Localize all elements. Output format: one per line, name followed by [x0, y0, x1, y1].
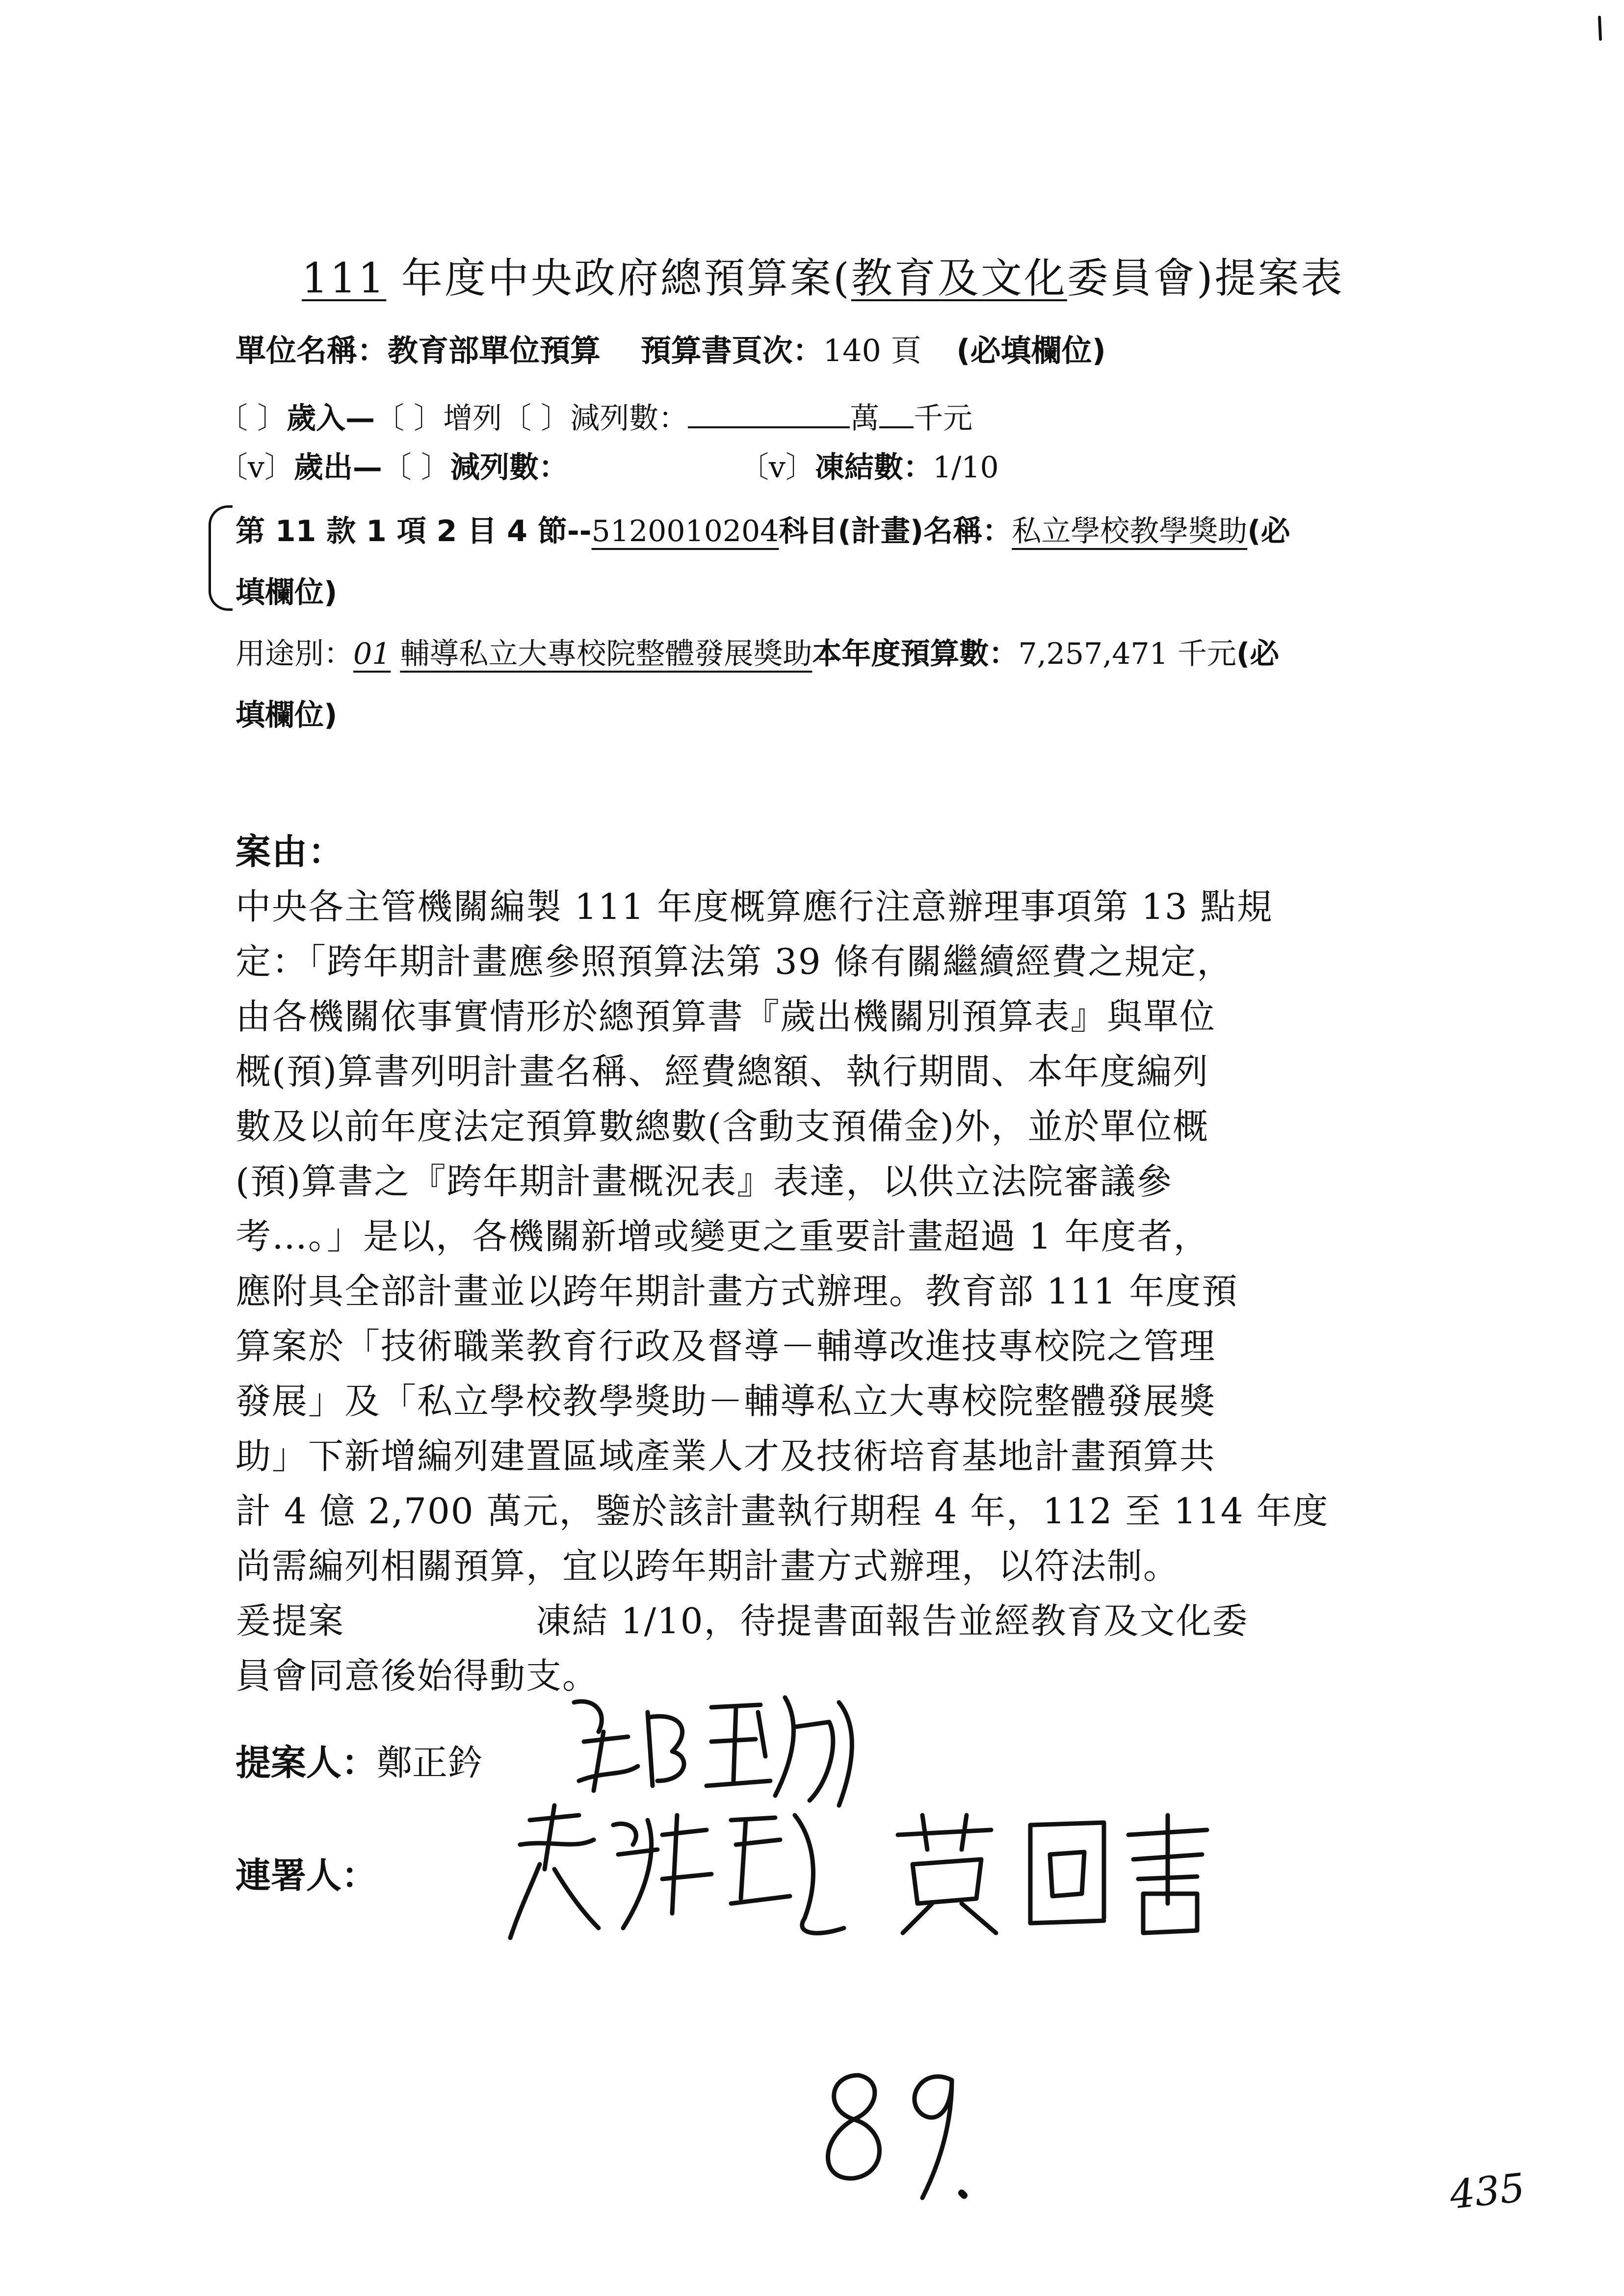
case-line: (預)算書之『跨年期計畫概況表』表達，以供立法院審議參: [236, 1161, 1173, 1202]
purpose-value: 輔導私立大專校院整體發展獎助: [400, 637, 812, 671]
revenue-line: [218, 395, 972, 437]
title-suffix: 委員會)提案表: [1067, 254, 1344, 302]
freeze-check: 〔v〕: [739, 450, 815, 485]
unit-required: (必填欄位): [956, 333, 1106, 368]
motion-text: 凍結 1/10，待提書面報告並經教育及文化委: [536, 1600, 1249, 1642]
revenue-check: 〔 〕: [218, 401, 287, 436]
expense-line: [218, 444, 999, 486]
case-line: 考…。」是以，各機關新增或變更之重要計畫超過 1 年度者，: [236, 1216, 1210, 1257]
page-number-handwritten: [805, 2046, 981, 2222]
revenue-add: 〔 〕增列: [375, 401, 502, 436]
revenue-thousand-unit: 千元: [914, 401, 973, 436]
budget-label: 本年度預算數：: [812, 637, 1019, 671]
item-bracket: [209, 505, 233, 611]
freeze-value: 1/10: [932, 450, 999, 485]
document-title: [302, 245, 1344, 305]
expense-cut: 減列數：: [450, 450, 568, 485]
revenue-wan-blank: [688, 402, 850, 428]
revenue-wan-unit: 萬: [850, 401, 880, 436]
case-line: 由各機關依事實情形於總預算書『歲出機關別預算表』與單位: [236, 996, 1216, 1037]
item-code: 5120010204: [591, 514, 779, 548]
unit-label: 單位名稱：教育部單位預算: [236, 333, 601, 368]
case-line: 中央各主管機關編製 111 年度概算應行注意辦理事項第 13 點規: [236, 886, 1273, 927]
case-heading: 案由：: [236, 831, 345, 872]
case-line: 發展」及「私立學校教學獎助－輔導私立大專校院整體發展獎: [236, 1381, 1216, 1422]
proposer-label: 提案人：: [236, 1742, 377, 1783]
expense-cut-check: 〔 〕: [382, 450, 450, 485]
motion-label: 爰提案: [236, 1600, 345, 1642]
item-name-label: 科目(計畫)名稱：: [779, 514, 1012, 548]
purpose-required-a: (必: [1236, 637, 1280, 671]
case-line: 算案於「技術職業教育行政及督導－輔導改進技專校院之管理: [236, 1326, 1216, 1367]
title-prefix: 年度中央政府總預算案(: [401, 254, 851, 302]
case-line: 數及以前年度法定預算數總數(含動支預備金)外，並於單位概: [236, 1106, 1209, 1147]
cosigner-signature-1: [500, 1791, 854, 1953]
item-name-value: 私立學校教學獎助: [1012, 514, 1248, 548]
page-value: 140 頁: [823, 333, 921, 368]
case-line: 助」下新增編列建置區域產業人才及技術培育基地計畫預算共: [236, 1435, 1216, 1477]
unit-line: [236, 326, 1106, 370]
case-line: 應附具全部計畫並以跨年期計畫方式辦理。教育部 111 年度預: [236, 1271, 1238, 1312]
revenue-thousand-blank: [879, 402, 914, 428]
budget-value: 7,257,471 千元: [1018, 637, 1236, 671]
case-section: [236, 824, 1452, 1703]
purpose-label: 用途別：: [236, 637, 353, 671]
expense-label: 歲出—: [293, 450, 382, 485]
purpose-required-b: 填欄位): [236, 698, 338, 732]
title-committee: 教育及文化: [851, 254, 1067, 302]
item-code-prefix: 第 11 款 1 項 2 目 4 節--: [236, 514, 592, 548]
motion-line-2: 員會同意後始得動支。: [236, 1655, 599, 1696]
title-year: 111: [302, 254, 387, 302]
revenue-cut: 〔 〕減列數：: [502, 401, 688, 436]
case-line: 定：「跨年期計畫應參照預算法第 39 條有關繼續經費之規定，: [236, 941, 1233, 982]
purpose-line: [236, 630, 1279, 673]
case-line: 計 4 億 2,700 萬元，鑒於該計畫執行期程 4 年，112 至 114 年度: [236, 1490, 1329, 1532]
case-line: 尚需編列相關預算，宜以跨年期計畫方式辦理，以符法制。: [236, 1545, 1180, 1587]
proposer-line: [236, 1734, 483, 1785]
cosigner-signature-2: [883, 1805, 1236, 1943]
page-label: 預算書頁次：: [640, 333, 823, 368]
scan-mark: [1590, 15, 1609, 44]
item-required-a: (必: [1247, 514, 1290, 548]
proposer-name: 鄭正鈐: [377, 1742, 483, 1783]
item-line: [236, 508, 1290, 550]
motion-line: [236, 1593, 1452, 1648]
case-line: 概(預)算書列明計畫名稱、經費總額、執行期間、本年度編列: [236, 1051, 1209, 1092]
purpose-code: 01: [353, 637, 391, 671]
corner-number: 435: [1447, 2165, 1527, 2218]
revenue-label: 歲入—: [287, 401, 375, 436]
expense-check: 〔v〕: [218, 450, 294, 485]
cosigner-label: 連署人：: [236, 1855, 377, 1896]
freeze-label: 凍結數：: [814, 450, 933, 485]
item-required-b: 填欄位): [236, 575, 338, 610]
